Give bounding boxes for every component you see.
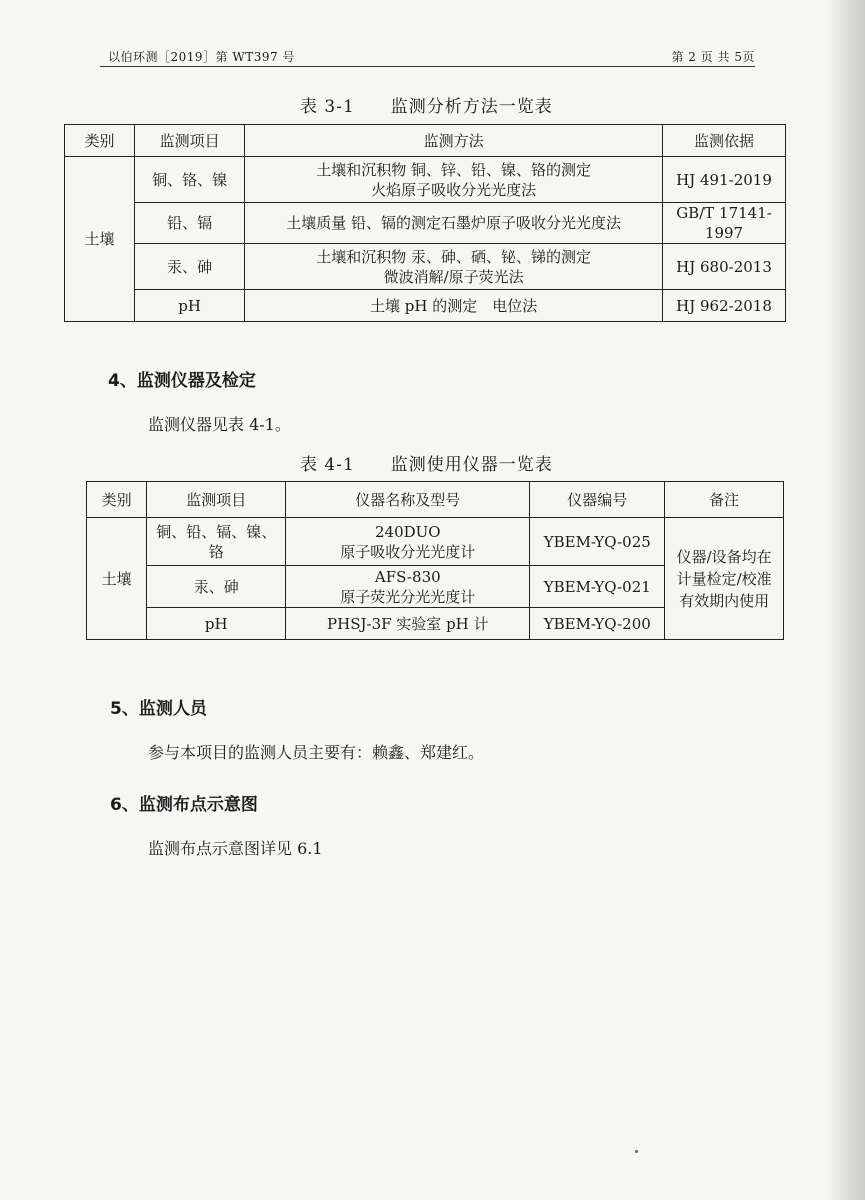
report-number: 以伯环测［2019］第 WT397 号 — [108, 50, 295, 64]
remark-cell: 仪器/设备均在计量检定/校准有效期内使用 — [665, 518, 784, 640]
header-cell: 监测方法 — [245, 125, 663, 157]
table-row — [87, 518, 784, 566]
table-3-1-caption: 表 3-1 监测分析方法一览表 — [300, 97, 553, 117]
instrument-id-cell: YBEM-YQ-025 — [530, 518, 665, 566]
table-header-row — [65, 125, 786, 157]
section-5-heading: 5、监测人员 — [110, 699, 207, 719]
instrument-cell: AFS-830 原子荧光分光光度计 — [286, 566, 530, 608]
header-cell: 类别 — [87, 482, 147, 518]
item-cell: pH — [134, 290, 244, 322]
header-cell: 监测项目 — [147, 482, 286, 518]
basis-cell: HJ 962-2018 — [663, 290, 786, 322]
table-4-1 — [86, 481, 784, 640]
header-cell: 仪器编号 — [530, 482, 665, 518]
page-number: 第 2 页 共 5页 — [671, 50, 755, 64]
item-cell: 铜、铬、镍 — [134, 157, 244, 203]
header-cell: 监测依据 — [663, 125, 786, 157]
table-row — [65, 157, 786, 203]
instrument-id-cell: YBEM-YQ-021 — [530, 566, 665, 608]
basis-cell: GB/T 17141-1997 — [663, 203, 786, 244]
instrument-cell: 240DUO 原子吸收分光光度计 — [286, 518, 530, 566]
header-cell: 类别 — [65, 125, 135, 157]
method-cell: 土壤质量 铅、镉的测定石墨炉原子吸收分光光度法 — [245, 203, 663, 244]
instrument-id-cell: YBEM-YQ-200 — [530, 608, 665, 640]
header-rule — [100, 66, 755, 67]
table-row — [65, 203, 786, 244]
scan-speck — [635, 1150, 638, 1153]
table-3-1 — [64, 124, 786, 322]
category-cell: 土壤 — [87, 518, 147, 640]
category-cell: 土壤 — [65, 157, 135, 322]
method-cell: 土壤和沉积物 铜、锌、铅、镍、铬的测定 火焰原子吸收分光光度法 — [245, 157, 663, 203]
header-cell: 仪器名称及型号 — [286, 482, 530, 518]
table-header-row — [87, 482, 784, 518]
header-cell: 备注 — [665, 482, 784, 518]
table-row — [65, 290, 786, 322]
scan-edge — [825, 0, 865, 1200]
basis-cell: HJ 680-2013 — [663, 244, 786, 290]
section-4-heading: 4、监测仪器及检定 — [108, 371, 256, 391]
section-5-text: 参与本项目的监测人员主要有：赖鑫、郑建红。 — [148, 743, 485, 762]
section-4-text: 监测仪器见表 4-1。 — [148, 415, 291, 434]
item-cell: 汞、砷 — [147, 566, 286, 608]
item-cell: 铅、镉 — [134, 203, 244, 244]
header-cell: 监测项目 — [134, 125, 244, 157]
item-cell: pH — [147, 608, 286, 640]
item-cell: 汞、砷 — [134, 244, 244, 290]
basis-cell: HJ 491-2019 — [663, 157, 786, 203]
table-4-1-caption: 表 4-1 监测使用仪器一览表 — [300, 455, 553, 475]
instrument-cell: PHSJ-3F 实验室 pH 计 — [286, 608, 530, 640]
item-cell: 铜、铅、镉、镍、铬 — [147, 518, 286, 566]
section-6-text: 监测布点示意图详见 6.1 — [148, 839, 323, 858]
method-cell: 土壤 pH 的测定 电位法 — [245, 290, 663, 322]
section-6-heading: 6、监测布点示意图 — [110, 795, 258, 815]
method-cell: 土壤和沉积物 汞、砷、硒、铋、锑的测定 微波消解/原子荧光法 — [245, 244, 663, 290]
table-row — [65, 244, 786, 290]
